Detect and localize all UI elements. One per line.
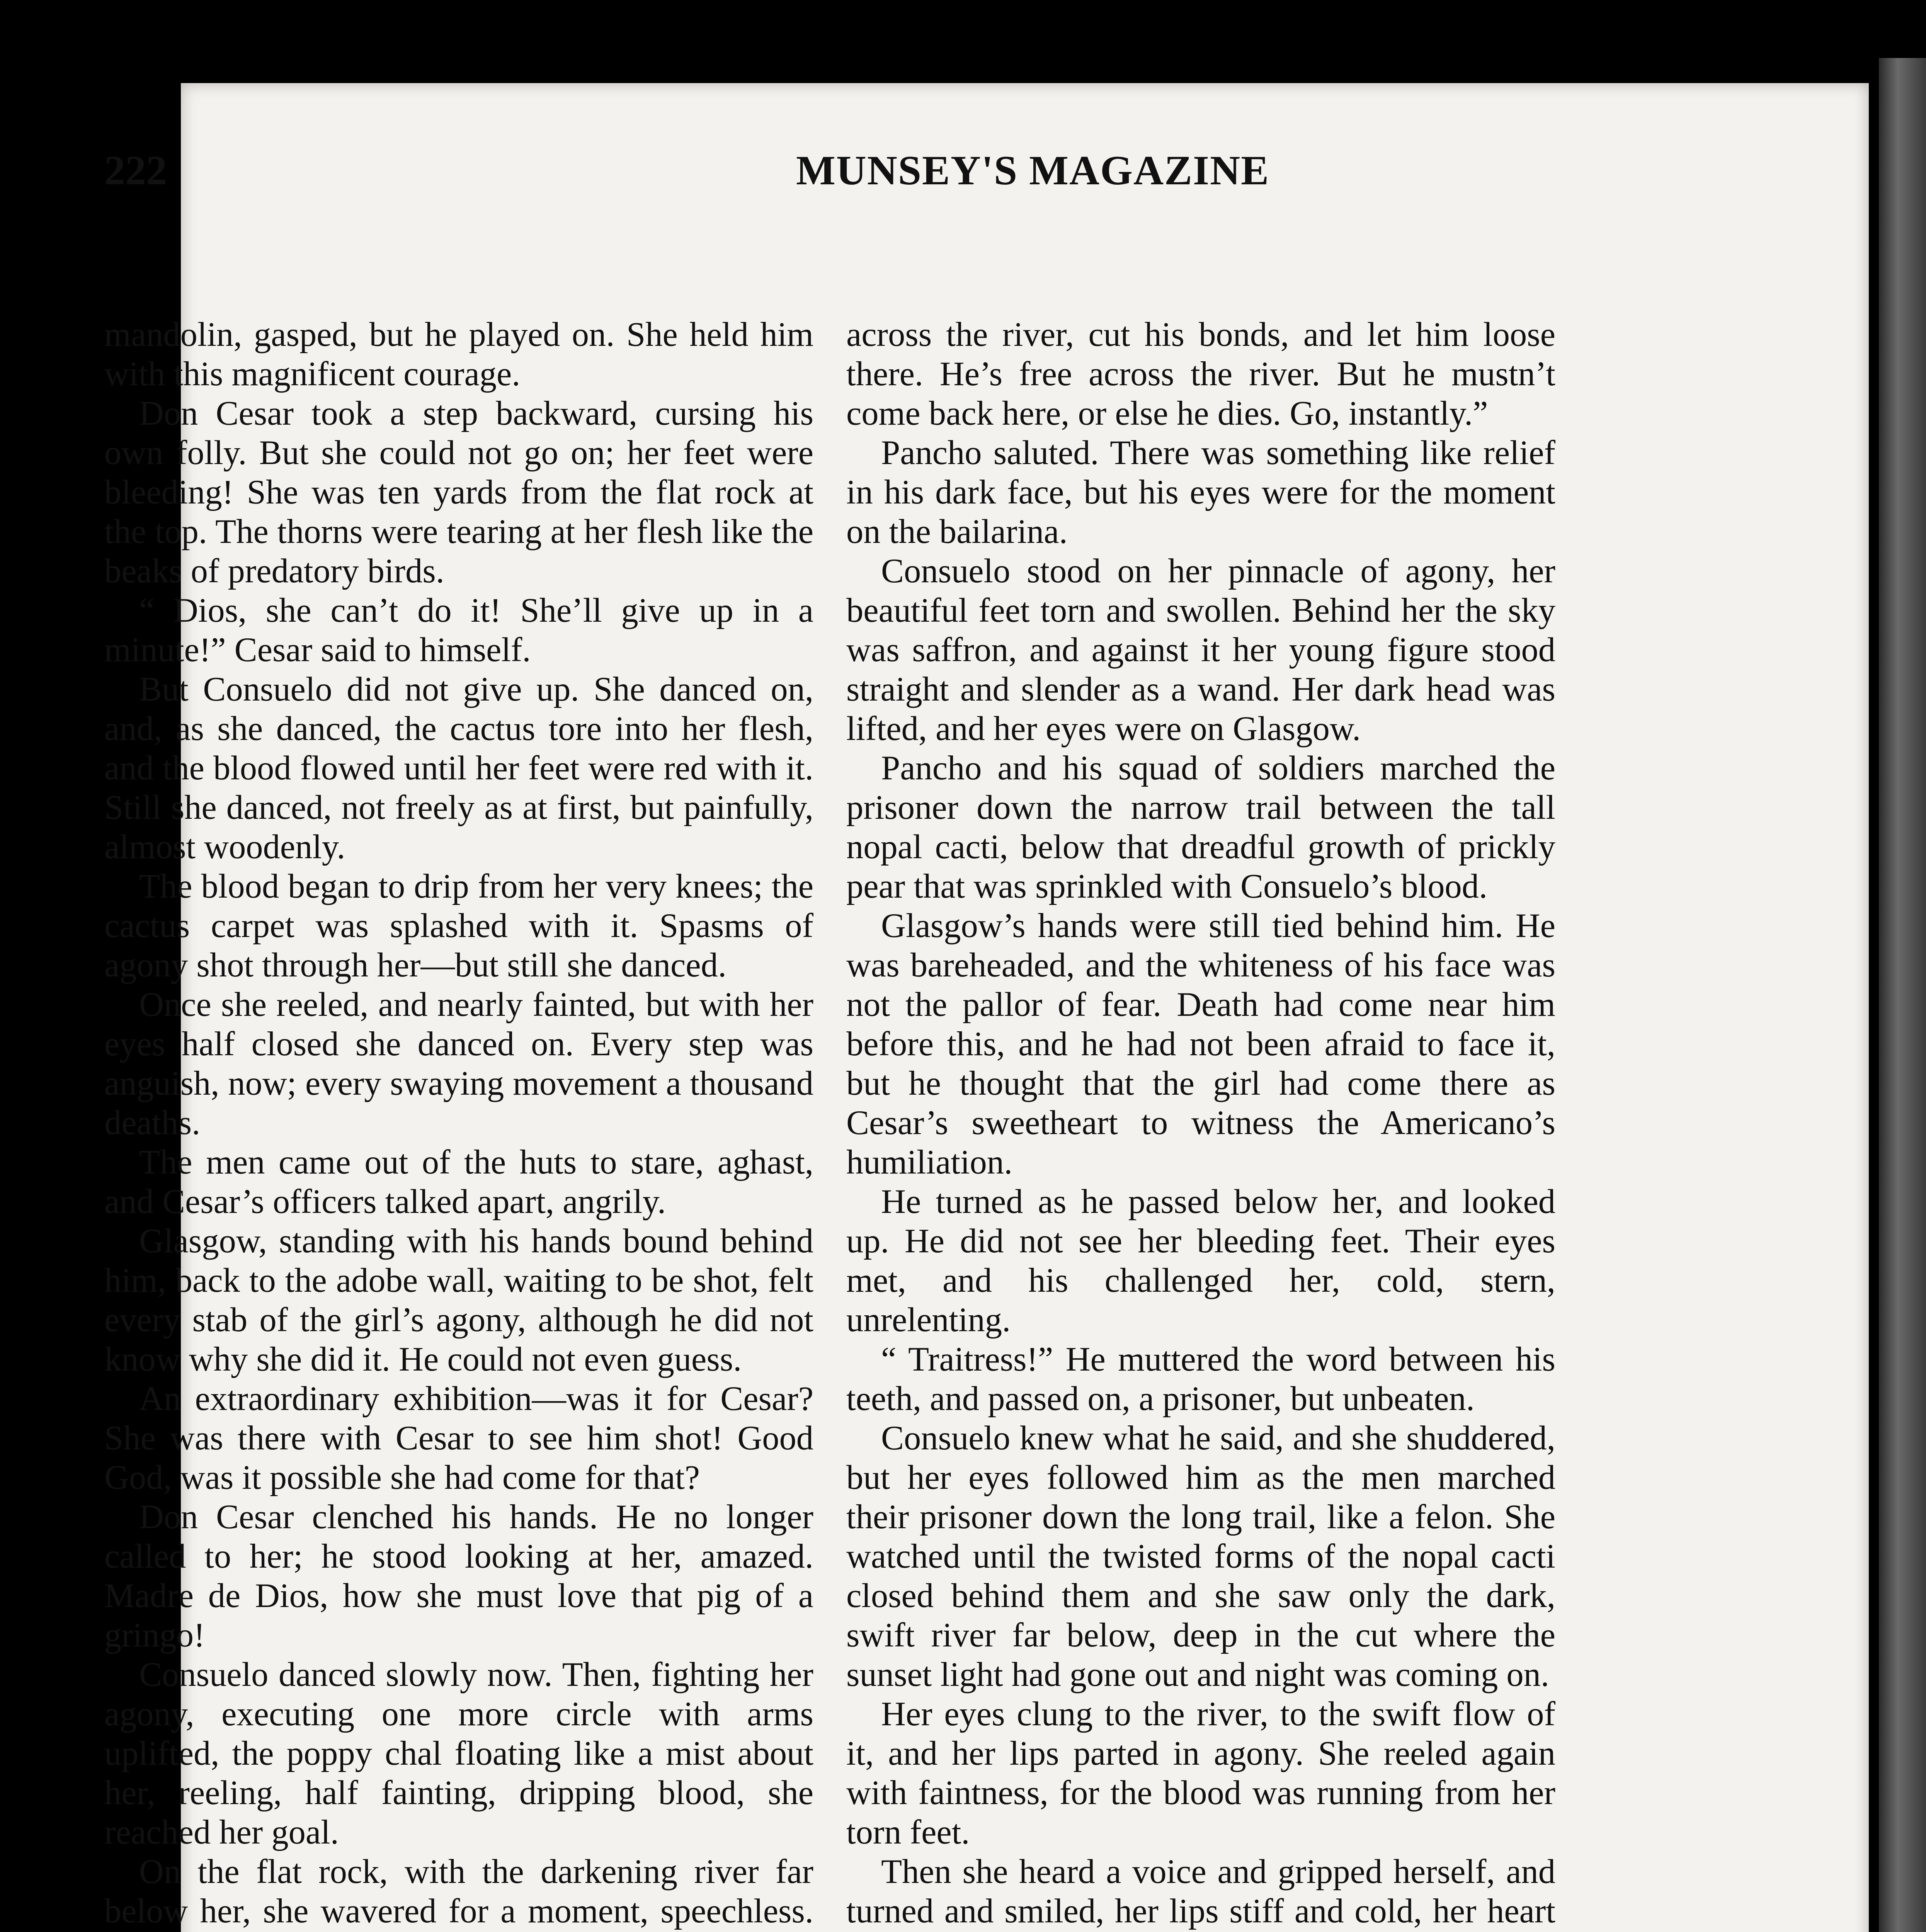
paragraph: Glasgow, standing with his hands bound behind him, back to the adobe wall, waiting to be shot, felt every stab of the girl’s agony, although he did not know why she did it. He could not even guess. [104, 1222, 813, 1378]
paragraph: The men came out of the huts to stare, aghast, and Cesar’s officers talked apart, angrily. [104, 1143, 813, 1221]
paragraph: An extraordinary exhibition—was it for Cesar? She was there with Cesar to see him shot! Good God, was it possible she had come for that? [104, 1380, 813, 1497]
paragraph: Pancho saluted. There was something like relief in his dark face, but his eyes were for the moment on the bailarina. [846, 434, 1555, 551]
paragraph: “ Dios, she can’t do it! She’ll give up in a minute!” Cesar said to himself. [104, 592, 813, 669]
right-column [846, 315, 1555, 1932]
paragraph: Glasgow’s hands were still tied behind him. He was bareheaded, and the whiteness of his face was not the pallor of fear. Death had come near him before this, and he had not been afraid to face it, but he thought that the girl had come there as Cesar’s sweetheart to witness the Americano’s humiliation. [846, 907, 1555, 1181]
left-column [104, 315, 813, 1932]
paragraph: Once she reeled, and nearly fainted, but with her eyes half closed she danced on. Every step was anguish, now; every swaying movement a thousand deaths. [104, 986, 813, 1142]
paragraph: Pancho and his squad of soldiers marched the prisoner down the narrow trail between the tall nopal cacti, below that dreadful growth of prickly pear that was sprinkled with Consuelo’s blood. [846, 749, 1555, 905]
paragraph: “ Traitress!” He muttered the word between his teeth, and passed on, a prisoner, but unbeaten. [846, 1340, 1555, 1418]
paragraph: Don Cesar took a step backward, cursing his own folly. But she could not go on; her feet were bleeding! She was ten yards from the flat rock at the top. The thorns were tearing at her flesh like the beaks of predatory birds. [104, 395, 813, 590]
page-header [104, 147, 1681, 205]
paragraph: He turned as he passed below her, and looked up. He did not see her bleeding feet. Their eyes met, and his challenged her, cold, stern, unrelenting. [846, 1183, 1555, 1339]
facing-page-edge [1879, 58, 1926, 1932]
paragraph: Don Cesar clenched his hands. He no longer called to her; he stood looking at her, amazed. Madre de Dios, how she must love that pig of a gringo! [104, 1498, 813, 1654]
paragraph: Consuelo knew what he said, and she shuddered, but her eyes followed him as the men marched their prisoner down the long trail, like a felon. She watched until the twisted forms of the nopal cacti closed behind them and she saw only the dark, swift river far below, deep in the cut where the sunset light had gone out and night was coming on. [846, 1419, 1555, 1694]
paragraph: Consuelo danced slowly now. Then, fighting her agony, executing one more circle with arms uplifted, the poppy chal floating like a mist about her, reeling, half fainting, dripping blood, she reached her goal. [104, 1656, 813, 1851]
paragraph: But Consuelo did not give up. She danced on, and, as she danced, the cactus tore into her flesh, and the blood flowed until her feet were red with it. Still she danced, not freely as at first, but painfully, almost woodenly. [104, 670, 813, 866]
running-head: MUNSEY'S MAGAZINE [796, 148, 1270, 194]
paragraph: across the river, cut his bonds, and let him loose there. He’s free across the river. But he mustn’t come back here, or else he dies. Go, instantly.” [846, 316, 1555, 432]
page-number: 222 [104, 148, 167, 194]
paragraph: mandolin, gasped, but he played on. She held him with this magnificent courage. [104, 316, 813, 393]
paragraph: The blood began to drip from her very knees; the cactus carpet was splashed with it. Spasms of agony shot through her—but still she danced. [104, 867, 813, 984]
paragraph: Then she heard a voice and gripped herself, and turned and smiled, her lips stiff and cold, her heart [846, 1853, 1555, 1930]
paragraph: On the flat rock, with the darkening river far below her, she wavered for a moment, speechless. [104, 1853, 813, 1930]
paragraph: Her eyes clung to the river, to the swift flow of it, and her lips parted in agony. She reeled again with faintness, for the blood was running from her torn feet. [846, 1695, 1555, 1851]
paragraph: Consuelo stood on her pinnacle of agony, her beautiful feet torn and swollen. Behind her the sky was saffron, and against it her young figure stood straight and slender as a wand. Her dark head was lifted, and her eyes were on Glasgow. [846, 552, 1555, 748]
